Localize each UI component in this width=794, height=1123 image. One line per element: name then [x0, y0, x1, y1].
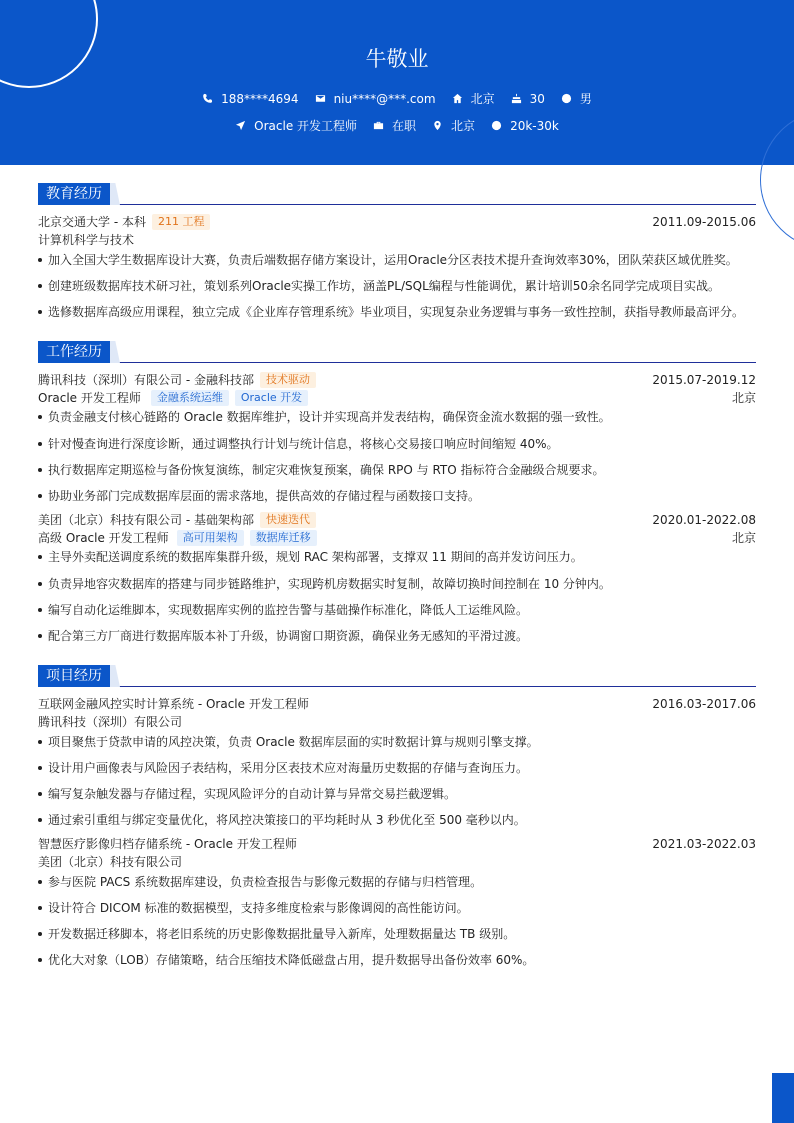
role-tag: Oracle 开发 — [235, 390, 308, 406]
status-text: 在职 — [392, 119, 417, 133]
phone-text: 188****4694 — [221, 91, 299, 106]
phone-icon — [202, 93, 213, 104]
gender-text: 男 — [579, 92, 592, 106]
section-title: 项目经历 — [38, 665, 110, 687]
project-name: 智慧医疗影像归档存储系统 - Oracle 开发工程师 — [38, 837, 297, 851]
list-item: 加入全国大学生数据库设计大赛，负责后端数据存储方案设计，运用Oracle分区表技术提升查询效率30%，团队荣获区域优胜奖。 — [38, 251, 756, 269]
company-name: 腾讯科技（深圳）有限公司 - 金融科技部 — [38, 373, 254, 387]
email-info — [315, 92, 436, 106]
job-city: 北京 — [731, 391, 756, 405]
gender-info — [561, 90, 592, 107]
list-item: 协助业务部门完成数据库层面的需求落地，提供高效的存储过程与函数接口支持。 — [38, 487, 756, 505]
job-intention-row — [0, 117, 794, 134]
project-section — [38, 665, 756, 975]
hometown-info — [452, 90, 495, 107]
contact-info-row — [0, 90, 794, 107]
age-text: 30 — [529, 91, 545, 106]
project-company: 美团（北京）科技有限公司 — [38, 855, 183, 869]
job-date: 2015.07-2019.12 — [652, 373, 756, 387]
section-header — [38, 183, 756, 205]
school-tag: 211 工程 — [152, 214, 211, 230]
job-date: 2020.01-2022.08 — [652, 513, 756, 527]
briefcase-icon — [373, 120, 384, 131]
project-name: 互联网金融风控实时计算系统 - Oracle 开发工程师 — [38, 697, 309, 711]
list-item: 项目聚焦于贷款申请的风控决策，负责 Oracle 数据库层面的实时数据计算与规则引擎支撑。 — [38, 733, 756, 751]
list-item: 负责异地容灾数据库的搭建与同步链路维护，实现跨机房数据实时复制，故障切换时间控制在 10 分钟内。 — [38, 575, 756, 593]
location-pin-icon — [432, 120, 443, 131]
money-icon — [491, 120, 502, 131]
project-header — [38, 695, 756, 713]
salary-text: 20k-30k — [510, 118, 559, 133]
job-role-row — [38, 389, 756, 407]
decorative-corner-block — [772, 1073, 794, 1123]
mail-icon — [315, 93, 326, 104]
section-title: 工作经历 — [38, 341, 110, 363]
list-item: 开发数据迁移脚本，将老旧系统的历史影像数据批量导入新库，处理数据量达 TB 级别。 — [38, 925, 756, 943]
list-item: 负责金融支付核心链路的 Oracle 数据库维护，设计并实现高并发表结构，确保资金流水数据的强一致性。 — [38, 408, 756, 426]
list-item: 执行数据库定期巡检与备份恢复演练，制定灾难恢复预案，确保 RPO 与 RTO 指标符合金融级合规要求。 — [38, 461, 756, 479]
list-item: 创建班级数据库技术研习社，策划系列Oracle实操工作坊，涵盖PL/SQL编程与性能调优，累计培训50余名同学完成项目实战。 — [38, 277, 756, 295]
company-tag: 技术驱动 — [260, 372, 316, 388]
home-icon — [452, 93, 463, 104]
status-info — [373, 117, 416, 134]
education-entry-header — [38, 213, 756, 231]
education-date: 2011.09-2015.06 — [652, 215, 756, 229]
list-item: 主导外卖配送调度系统的数据库集群升级，规划 RAC 架构部署，支撑双 11 期间的高并发访问压力。 — [38, 548, 756, 566]
target-job-text: Oracle 开发工程师 — [254, 119, 358, 133]
job-header — [38, 371, 756, 389]
work-section — [38, 341, 756, 651]
project-header — [38, 835, 756, 853]
section-header — [38, 665, 756, 687]
project-date: 2016.03-2017.06 — [652, 697, 756, 711]
list-item: 配合第三方厂商进行数据库版本补丁升级，协调窗口期资源，确保业务无感知的平滑过渡。 — [38, 627, 756, 645]
list-item: 选修数据库高级应用课程，独立完成《企业库存管理系统》毕业项目，实现复杂业务逻辑与事务一致性控制，获指导教师最高评分。 — [38, 303, 756, 321]
list-item: 设计符合 DICOM 标准的数据模型，支持多维度检索与影像调阅的高性能访问。 — [38, 899, 756, 917]
list-item: 通过索引重组与绑定变量优化，将风控决策接口的平均耗时从 3 秒优化至 500 毫秒以内。 — [38, 811, 756, 829]
education-section — [38, 183, 756, 333]
gender-icon — [561, 93, 572, 104]
salary-info — [491, 119, 559, 133]
cake-icon — [511, 93, 522, 104]
job-header — [38, 511, 756, 529]
hometown-text: 北京 — [470, 92, 495, 106]
target-job-info — [235, 117, 357, 134]
role-tag: 高可用架构 — [177, 530, 244, 546]
project-company: 腾讯科技（深圳）有限公司 — [38, 715, 183, 729]
company-name: 美团（北京）科技有限公司 - 基础架构部 — [38, 513, 254, 527]
list-item: 参与医院 PACS 系统数据库建设，负责检查报告与影像元数据的存储与归档管理。 — [38, 873, 756, 891]
section-title: 教育经历 — [38, 183, 110, 205]
target-city-info — [432, 117, 475, 134]
job-role: Oracle 开发工程师 — [38, 391, 141, 405]
job-role-row — [38, 529, 756, 547]
job-city: 北京 — [731, 531, 756, 545]
job-role: 高级 Oracle 开发工程师 — [38, 531, 169, 545]
list-item: 编写复杂触发器与存储过程，实现风险评分的自动计算与异常交易拦截逻辑。 — [38, 785, 756, 803]
company-tag: 快速迭代 — [260, 512, 316, 528]
section-header — [38, 341, 756, 363]
send-icon — [235, 120, 246, 131]
list-item: 优化大对象（LOB）存储策略，结合压缩技术降低磁盘占用，提升数据导出备份效率 60%。 — [38, 951, 756, 969]
list-item: 设计用户画像表与风险因子表结构，采用分区表技术应对海量历史数据的存储与查询压力。 — [38, 759, 756, 777]
role-tag: 金融系统运维 — [151, 390, 229, 406]
target-city-text: 北京 — [451, 119, 476, 133]
candidate-name: 牛敬业 — [365, 47, 429, 71]
role-tag: 数据库迁移 — [250, 530, 317, 546]
project-date: 2021.03-2022.03 — [652, 837, 756, 851]
school-name: 北京交通大学 - 本科 — [38, 215, 146, 229]
phone-info — [202, 92, 298, 106]
list-item: 针对慢查询进行深度诊断，通过调整执行计划与统计信息，将核心交易接口响应时间缩短 40%。 — [38, 435, 756, 453]
resume-header — [0, 0, 794, 165]
list-item: 编写自动化运维脚本，实现数据库实例的监控告警与基础操作标准化，降低人工运维风险。 — [38, 601, 756, 619]
age-info — [511, 92, 545, 106]
major: 计算机科学与技术 — [38, 233, 135, 247]
email-text: niu****@***.com — [333, 91, 436, 106]
